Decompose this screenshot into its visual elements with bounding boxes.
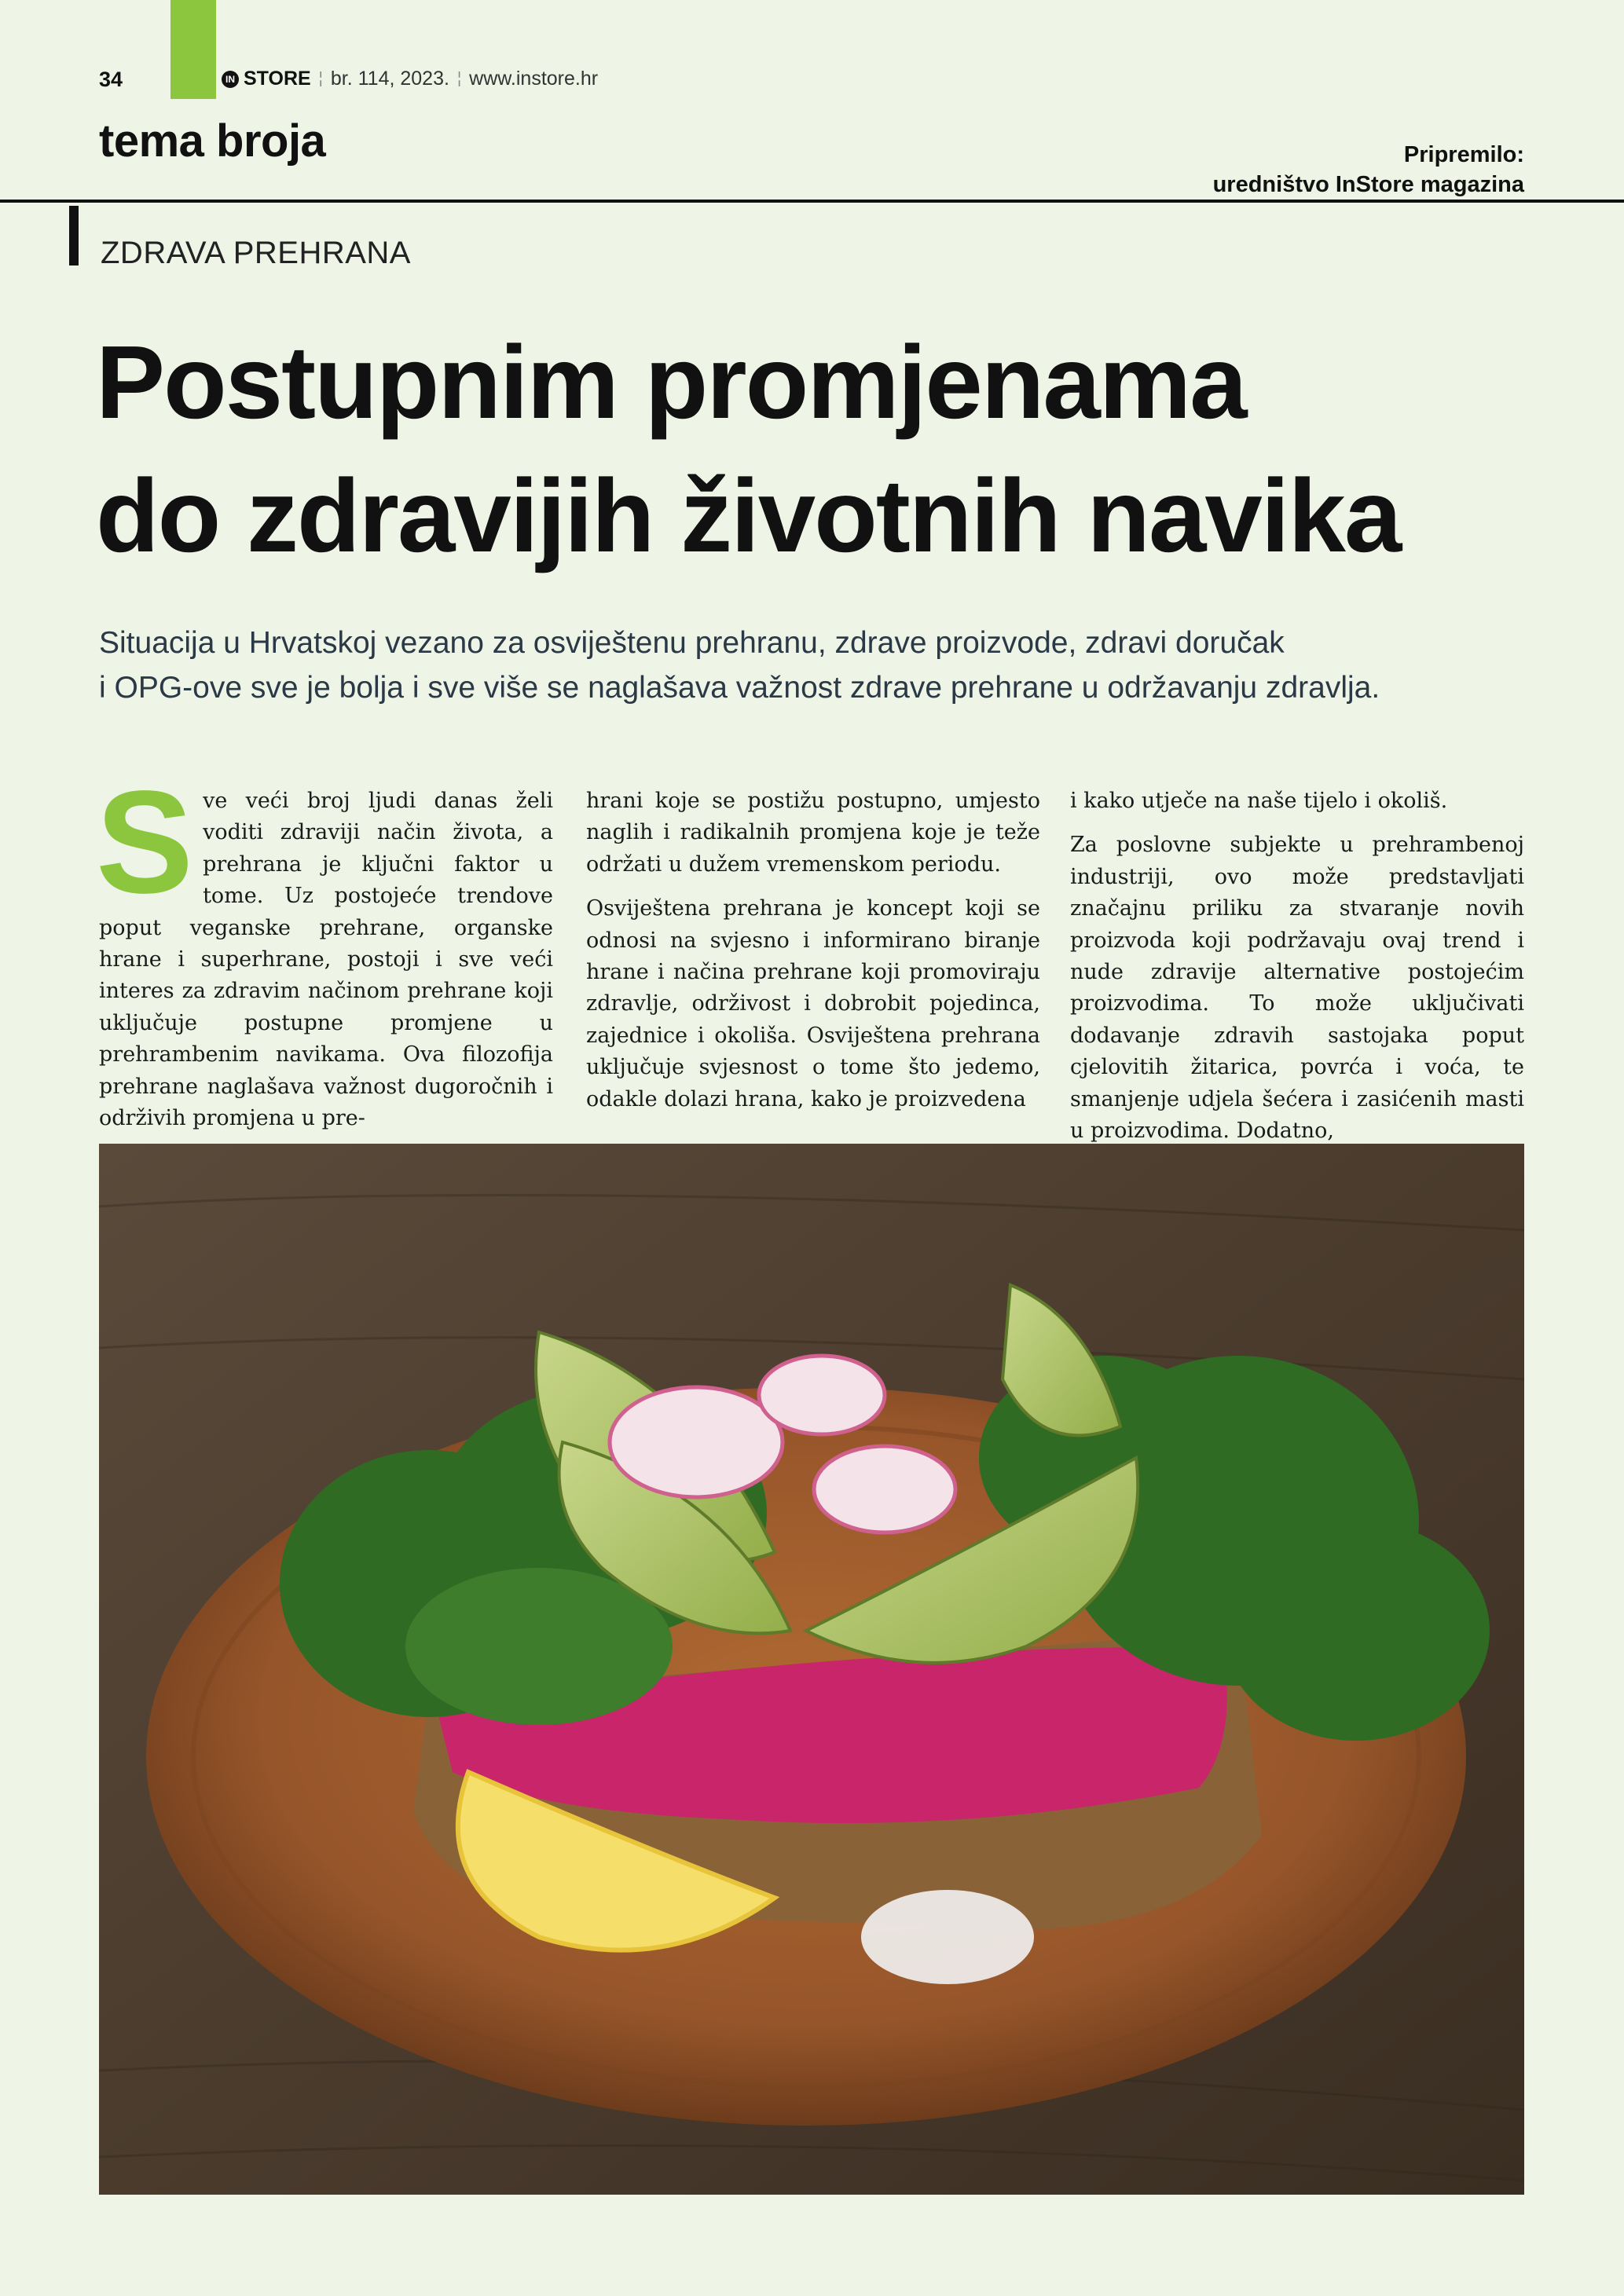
- lead-line-2: i OPG-ove sve je bolja i sve više se naglašava važnost zdrave prehrane u održavanju zdravlja.: [99, 671, 1380, 705]
- article-title: [96, 316, 1573, 583]
- text-column-2: [586, 785, 1040, 1128]
- title-line-2: do zdravijih životnih navika: [96, 458, 1401, 573]
- header-accent-tab: [170, 0, 216, 99]
- food-photo: [99, 1144, 1524, 2195]
- drop-cap: S: [96, 761, 194, 924]
- magazine-info: [222, 68, 598, 90]
- separator: ¦: [318, 70, 323, 87]
- credits: [1213, 140, 1524, 200]
- article-lead: [99, 621, 1560, 710]
- salt-pile: [861, 1890, 1034, 1984]
- credits-name: uredništvo InStore magazina: [1212, 172, 1524, 197]
- magazine-name: STORE: [244, 68, 311, 90]
- paragraph: Osviještena prehrana je koncept koji se odnosi na svjesno i informirano biranje hrane i načina prehrane koji promoviraju zdravlje, održivost i dobrobit pojedinca, zajednice i okoliša. Osviještena prehrana uključuje svjesnost o tome što jedemo, odakle dolazi hrana, kako je proizvedena: [586, 896, 1040, 1111]
- text-column-1: [96, 761, 553, 1147]
- paragraph: i kako utječe na naše tijelo i okoliš.: [1070, 789, 1448, 813]
- credits-label: Pripremilo:: [1403, 142, 1524, 167]
- separator: ¦: [456, 70, 462, 87]
- website-link[interactable]: www.instore.hr: [469, 68, 599, 90]
- text-column-3: [1070, 785, 1524, 1159]
- header-rule: [0, 200, 1624, 203]
- article-kicker: ZDRAVA PREHRANA: [101, 236, 411, 270]
- section-label: tema broja: [99, 115, 326, 167]
- instore-logo: [222, 68, 311, 90]
- issue-number: br. 114, 2023.: [330, 68, 449, 90]
- paragraph: Za poslovne subjekte u prehrambenoj industriji, ovo može predstavljati značajnu priliku za stvaranje novih proizvoda koji podržavaju ovaj trend i nude zdravije alternative postojećim proizvodima. To može uključivati dodavanje zdravih sastojaka poput cjelovitih žitarica, povrća i voća, te smanjenje udjela šećera i zasićenih masti u proizvodima. Dodatno,: [1070, 833, 1524, 1144]
- instore-logo-icon: IN: [222, 71, 239, 88]
- lead-line-1: Situacija u Hrvatskoj vezano za osviještenu prehranu, zdrave proizvode, zdravi doručak: [99, 626, 1285, 660]
- paragraph: [96, 761, 553, 1134]
- page-number: 34: [99, 68, 123, 91]
- paragraph-text: ve veći broj ljudi danas želi voditi zdraviji način života, a prehrana je ključni faktor u tome. Uz postojeće trendove poput veganske prehrane, organske hrane i superhrane, postoji i sve veći interes za zdravim načinom prehrane koji uključuje postupne promjene u prehrambenim navikama. Ova filozofija prehrane naglašava važnost dugoročnih i održivih promjena u pre-: [99, 789, 553, 1131]
- title-line-1: Postupnim promjenama: [96, 324, 1246, 440]
- paragraph: hrani koje se postižu postupno, umjesto naglih i radikalnih promjena koje je teže održati u dužem vremenskom periodu.: [586, 789, 1040, 877]
- kicker-bar: [69, 206, 79, 265]
